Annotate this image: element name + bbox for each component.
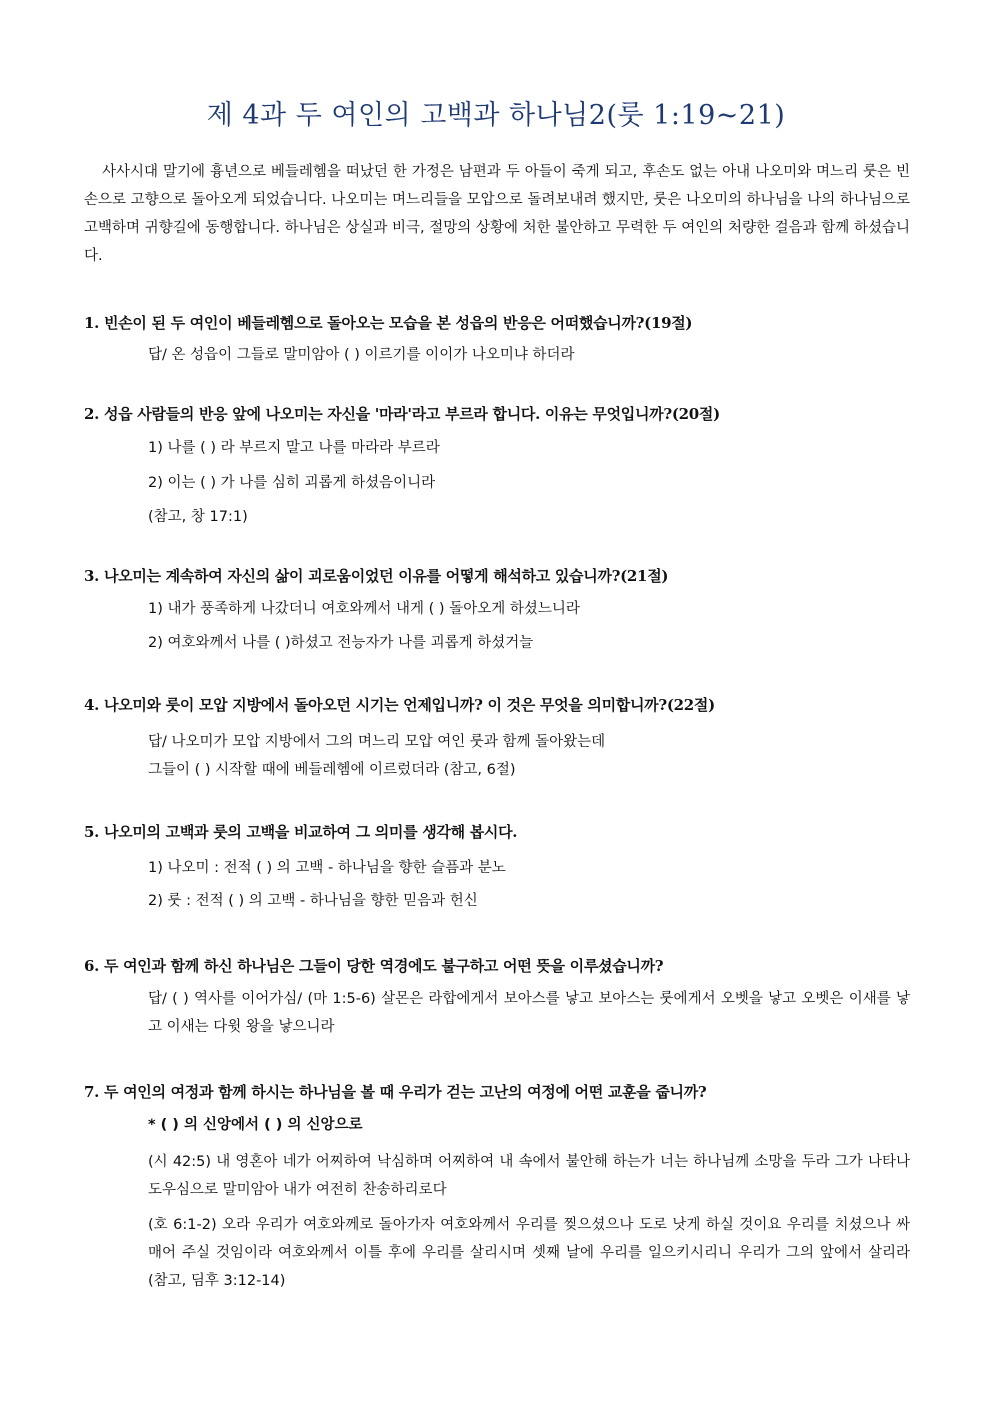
intro-paragraph: 사사시대 말기에 흉년으로 베들레헴을 떠났던 한 가정은 남편과 두 아들이 죽게 되고, 후손도 없는 아내 나오미와 며느리 룻은 빈손으로 고향으로 돌아오게 되었습니다. 나오미는 며느리들을 모압으로 돌려보내려 했지만, 룻은 나오미의 하나님을 나의 하나님으로 고백하며 귀향길에 동행합니다. 하나님은 상실과 비극, 절망의 상황에 처한 불안하고 무력한 두 여인의 처량한 걸음과 함께 하셨습니다. (84, 164, 910, 264)
answer-3-1: 1) 내가 풍족하게 나갔더니 여호와께서 내게 ( ) 돌아오게 하셨느니라 (148, 601, 580, 617)
answer-3-2: 2) 여호와께서 나를 ( )하셨고 전능자가 나를 괴롭게 하셨거늘 (148, 635, 534, 651)
answer-5-1: 1) 나오미 : 전적 ( ) 의 고백 - 하나님을 향한 슬픔과 분노 (148, 860, 506, 876)
answer-1-1: 답/ 온 성읍이 그들로 말미암아 ( ) 이르기를 이이가 나오미냐 하더라 (148, 347, 575, 363)
answer-4-1: 답/ 나오미가 모압 지방에서 그의 며느리 모압 여인 룻과 함께 돌아왔는데 (148, 734, 606, 750)
question-4: 4. 나오미와 룻이 모압 지방에서 돌아오던 시기는 언제입니까? 이 것은 무엇을 의미합니까?(22절) (84, 696, 715, 714)
question-6: 6. 두 여인과 함께 하신 하나님은 그들이 당한 역경에도 불구하고 어떤 뜻을 이루셨습니까? (84, 957, 664, 975)
question-3: 3. 나오미는 계속하여 자신의 삶이 괴로움이었던 이유를 어떻게 해석하고 있습니까?(21절) (84, 567, 669, 585)
answer-2-1: 1) 나를 ( ) 라 부르지 말고 나를 마라라 부르라 (148, 440, 440, 456)
answer-2-2: 2) 이는 ( ) 가 나를 심히 괴롭게 하셨음이니라 (148, 475, 436, 491)
question-1: 1. 빈손이 된 두 여인이 베들레헴으로 돌아오는 모습을 본 성읍의 반응은 어떠했습니까?(19절) (84, 314, 693, 332)
question-7: 7. 두 여인의 여정과 함께 하시는 하나님을 볼 때 우리가 걷는 고난의 여정에 어떤 교훈을 줍니까? (84, 1083, 707, 1101)
answer-7-1: * ( ) 의 신앙에서 ( ) 의 신앙으로 (148, 1117, 363, 1133)
answer-6-1: 답/ ( ) 역사를 이어가심/ (마 1:5-6) 살몬은 라합에게서 보아스를 낳고 보아스는 룻에게서 오벳을 낳고 오벳은 이새를 낳고 이새는 다윗 왕을 낳으니라 (148, 991, 910, 1035)
answer-4-2: 그들이 ( ) 시작할 때에 베들레헴에 이르렀더라 (참고, 6절) (148, 762, 516, 778)
question-5: 5. 나오미의 고백과 룻의 고백을 비교하여 그 의미를 생각해 봅시다. (84, 823, 518, 841)
answer-7-2: (시 42:5) 내 영혼아 네가 어찌하여 낙심하며 어찌하여 내 속에서 불안해 하는가 너는 하나님께 소망을 두라 그가 나타나 도우심으로 말미암아 내가 여전히 찬송하리로다 (148, 1154, 910, 1198)
question-2: 2. 성읍 사람들의 반응 앞에 나오미는 자신을 '마라'라고 부르라 합니다. 이유는 무엇입니까?(20절) (84, 405, 720, 423)
answer-7-3: (호 6:1-2) 오라 우리가 여호와께로 돌아가자 여호와께서 우리를 찢으셨으나 도로 낫게 하실 것이요 우리를 치셨으나 싸매어 주실 것임이라 여호와께서 이틀 후에 우리를 살리시며 셋째 날에 우리를 일으키시리니 우리가 그의 앞에서 살리라 (참고, 딤후 3:12-14) (148, 1217, 911, 1289)
answer-2-3: (참고, 창 17:1) (148, 509, 248, 525)
page-title: 제 4과 두 여인의 고백과 하나님2(룻 1:19~21) (206, 100, 786, 131)
answer-5-2: 2) 룻 : 전적 ( ) 의 고백 - 하나님을 향한 믿음과 헌신 (148, 893, 478, 909)
